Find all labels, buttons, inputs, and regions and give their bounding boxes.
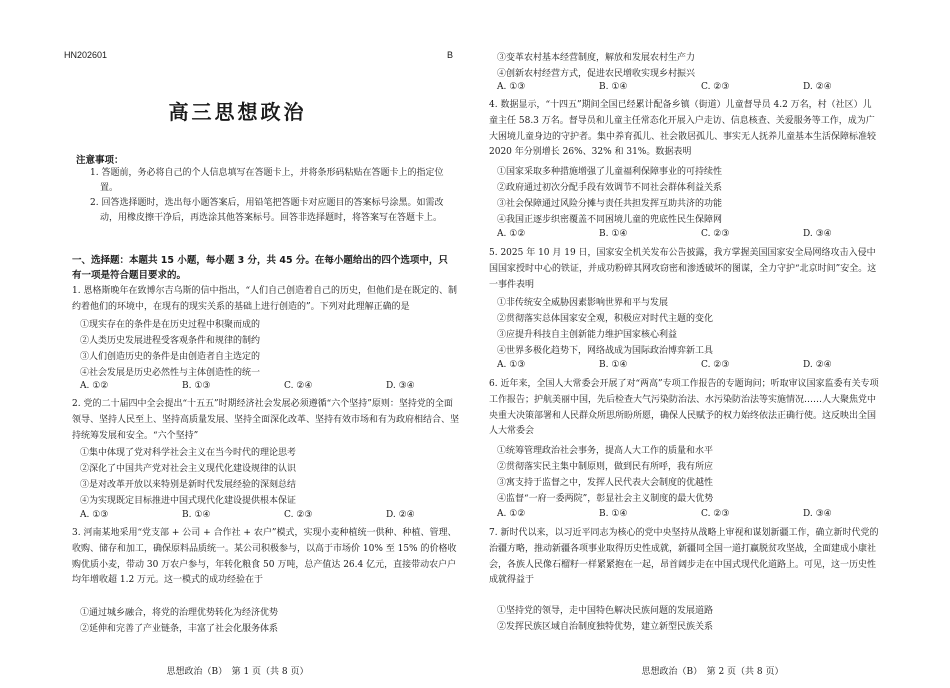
option-b: B. ①④ xyxy=(599,509,628,519)
statement-item: ④为实现既定目标推进中国式现代化建设提供根本保证 xyxy=(80,496,297,506)
right-page xyxy=(475,0,950,688)
exam-code: HN202601 xyxy=(64,50,108,60)
section-heading: 一、选择题：本题共 15 小题，每小题 3 分，共 45 分。在每小题给出的四个选项中，只有一项是符合题目要求的。 xyxy=(72,255,448,281)
answer-options xyxy=(80,381,488,391)
option-d: D. ②④ xyxy=(386,510,415,520)
option-b: B. ①③ xyxy=(182,381,211,391)
question-stem: 6. 近年来，全国人大常委会开展了对“两高”专项工作报告的专题询问；听取审议国家监委有关专项工作报告；护航美丽中国，先后检查大气污染防治法、水污染防治法等实施情况……人大聚焦党中央重大决策部署和人民群众所思所盼所愿，确保人民赋予的权力始终依法正确行使。这反映出全国人大常委会 xyxy=(489,379,879,437)
statement-item: ③应提升科技自主创新能力维护国家核心利益 xyxy=(497,330,678,340)
statement-item: ④监督“一府一委两院”，彰显社会主义制度的最大优势 xyxy=(497,494,714,504)
option-b: B. ①④ xyxy=(599,229,628,239)
option-d: D. ③④ xyxy=(803,229,832,239)
statement-item: ③变革农村基本经营制度，解放和发展农村生产力 xyxy=(497,53,696,63)
option-a: A. ①② xyxy=(497,229,526,239)
statement-item: ②延伸和完善了产业链条，丰富了社会化服务体系 xyxy=(80,624,279,634)
question-stem: 7. 新时代以来，以习近平同志为核心的党中央坚持从战略上审视和谋划新疆工作，确立新时代党的治疆方略，推动新疆各项事业取得历史性成就，新疆同全国一道打赢脱贫攻坚战，全面建成小康社会，各族人民像石榴籽一样紧紧抱在一起，昂首阔步走在中国式现代化道路上。可见，这一历史性成就得益于 xyxy=(489,528,879,586)
option-d: D. ②④ xyxy=(803,360,832,370)
option-a: A. ①③ xyxy=(497,82,526,92)
statement-item: ④社会发展是历史必然性与主体创造性的统一 xyxy=(80,368,261,378)
notice-heading: 注意事项： xyxy=(76,155,124,166)
statement-item: ②深化了中国共产党对社会主义现代化建设规律的认识 xyxy=(80,464,297,474)
statement-item: ④创新农村经营方式，促进农民增收实现乡村振兴 xyxy=(497,69,696,79)
statement-item: ③社会保障通过风险分摊与责任共担发挥互助共济的功能 xyxy=(497,199,723,209)
answer-options xyxy=(497,229,905,239)
page-title: 高三思想政治 xyxy=(168,100,307,124)
page-footer: 思想政治（B） 第 2 页（共 8 页） xyxy=(641,667,784,677)
statement-item: ②贯彻落实总体国家安全观，积极应对时代主题的变化 xyxy=(497,314,714,324)
option-a: A. ①③ xyxy=(497,360,526,370)
statement-item: ②贯彻落实民主集中制原则，做到民有所呼，我有所应 xyxy=(497,462,714,472)
statement-item: ③人们创造历史的条件是由创造者自主选定的 xyxy=(80,352,261,362)
statement-item: ②人类历史发展进程受客观条件和规律的制约 xyxy=(80,336,261,346)
page-footer: 思想政治（B） 第 1 页（共 8 页） xyxy=(166,667,309,677)
option-d: D. ③④ xyxy=(386,381,415,391)
option-a: A. ①③ xyxy=(80,510,109,520)
statement-item: ④世界多极化趋势下，网络战成为国际政治博弈新工具 xyxy=(497,346,714,356)
statement-item: ②发挥民族区域自治制度独特优势，建立新型民族关系 xyxy=(497,622,714,632)
answer-options xyxy=(497,82,905,92)
statement-item: ③寓支持于监督之中，发挥人民代表大会制度的优越性 xyxy=(497,478,714,488)
answer-options xyxy=(497,509,905,519)
exam-variant: B xyxy=(447,50,454,60)
option-c: C. ②③ xyxy=(701,509,730,519)
statement-item: ①集中体现了党对科学社会主义在当今时代的理论思考 xyxy=(80,448,297,458)
option-c: C. ②④ xyxy=(284,381,313,391)
statement-item: ②政府通过初次分配手段有效调节不同社会群体利益关系 xyxy=(497,183,723,193)
option-d: D. ③④ xyxy=(803,509,832,519)
option-a: A. ①② xyxy=(497,509,526,519)
notice-item: 1. 答题前，务必将自己的个人信息填写在答题卡上，并将条形码粘贴在答题卡上的指定位置。 xyxy=(90,168,444,193)
option-d: D. ②④ xyxy=(803,82,832,92)
statement-item: ①通过城乡融合，将党的治理优势转化为经济优势 xyxy=(80,608,279,618)
option-b: B. ①④ xyxy=(182,510,211,520)
answer-options xyxy=(80,510,488,520)
option-c: C. ②③ xyxy=(284,510,313,520)
statement-item: ①坚持党的领导，走中国特色解决民族问题的发展道路 xyxy=(497,606,714,616)
option-b: B. ①④ xyxy=(599,82,628,92)
statement-item: ①统筹管理政治社会事务，提高人大工作的质量和水平 xyxy=(497,446,714,456)
statement-item: ④我国正逐步织密覆盖不同困境儿童的兜底性民生保障网 xyxy=(497,215,723,225)
statement-item: ①非传统安全威胁因素影响世界和平与发展 xyxy=(497,298,669,308)
statement-item: ③是对改革开放以来特别是新时代发展经验的深刻总结 xyxy=(80,480,297,490)
statement-item: ①现实存在的条件是在历史过程中积聚而成的 xyxy=(80,320,261,330)
question-stem: 5. 2025 年 10 月 19 日，国家安全机关发布公告披露，我方掌握美国国家安全局网络攻击入侵中国国家授时中心的铁证，并成功粉碎其网攻窃密和渗透破坏的图谋，全力守护“北京时间”安全。这一事件表明 xyxy=(489,248,877,290)
option-c: C. ②③ xyxy=(701,82,730,92)
option-c: C. ②③ xyxy=(701,360,730,370)
answer-options xyxy=(497,360,905,370)
question-stem: 4. 数据显示，“十四五”期间全国已经累计配备乡镇（街道）儿童督导员 4.2 万名，村（社区）儿童主任 58.3 万名。督导员和儿童主任常态化开展入户走访、信息核查、关爱服务等工作，成为广大困境儿童身边的守护者。集中养育孤儿、社会散居孤儿、事实无人抚养儿童基本生活保障标准较 2020 年分别增长 26%、32% 和 31%。数据表明 xyxy=(489,100,877,158)
question-stem: 1. 恩格斯晚年在致博尔吉乌斯的信中指出，“人们自己创造着自己的历史，但他们是在既定的、制约着他们的环境中，在现有的现实关系的基础上进行创造的”。下列对此理解正确的是 xyxy=(72,286,458,312)
option-a: A. ①② xyxy=(80,381,109,391)
question-stem: 3. 河南某地采用“党支部 + 公司 + 合作社 + 农户”模式，实现小麦种植统一供种、种植、管理、收购、储存和加工，确保原料品质统一。某公司积极参与，以高于市场价 10% 至 15% 的价格收购优质小麦，带动 30 万农户参与，年转化粮食 50 万吨，总产值达 26.4 亿元，直接带动农户户均年增收超 1.2 万元。这一模式的成功经验在于 xyxy=(72,528,457,586)
option-c: C. ②③ xyxy=(701,229,730,239)
notice-item: 2. 回答选择题时，选出每小题答案后，用铅笔把答题卡对应题目的答案标号涂黑。如需改动，用橡皮擦干净后，再选涂其他答案标号。回答非选择题时，将答案写在答题卡上。 xyxy=(90,198,444,223)
question-stem: 2. 党的二十届四中全会提出“十五五”时期经济社会发展必须遵循“六个坚持”原则：坚持党的全面领导、坚持人民至上、坚持高质量发展、坚持全面深化改革、坚持有效市场和有为政府相结合、坚持统筹发展和安全。“六个坚持” xyxy=(72,399,460,441)
option-b: B. ①④ xyxy=(599,360,628,370)
statement-item: ①国家采取多种措施增强了儿童福利保障事业的可持续性 xyxy=(497,167,723,177)
